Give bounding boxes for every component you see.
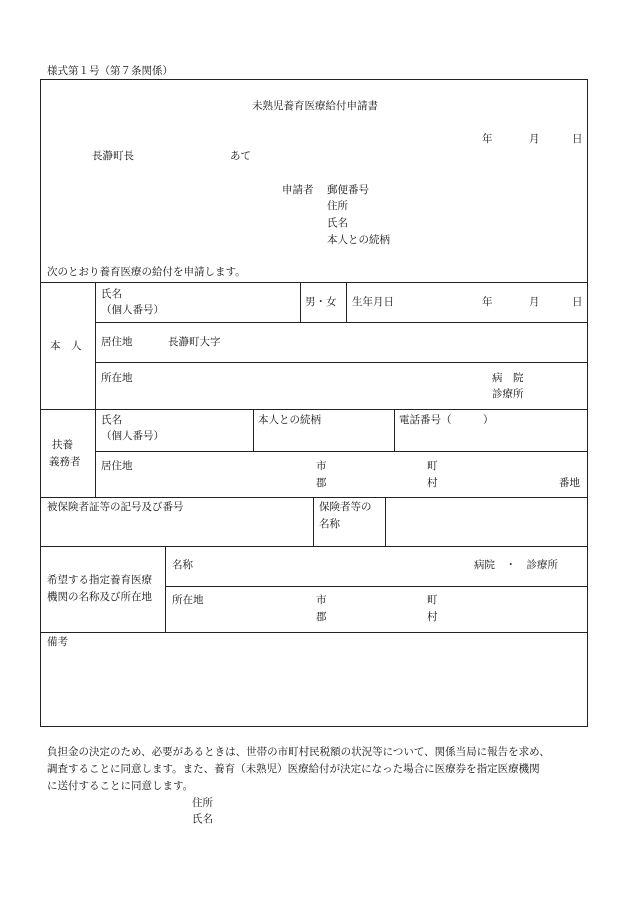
form-number: 様式第１号（第７条関係） — [47, 65, 173, 77]
guardian-city-label: 市 — [316, 460, 327, 472]
line-patient-name — [95, 322, 588, 323]
consent-name-label: 氏名 — [192, 813, 213, 825]
addressee-name: 長瀞町長 — [92, 150, 134, 162]
patient-clinic-label: 診療所 — [492, 388, 524, 400]
institution-village-label: 村 — [427, 611, 438, 623]
insurance-number-label: 被保険者証等の記号及び番号 — [47, 501, 184, 513]
form-frame — [40, 79, 588, 727]
line-sex-right — [346, 282, 347, 322]
institution-town-label: 町 — [427, 594, 438, 606]
patient-section-label: 本 人 — [50, 340, 82, 352]
institution-type-label: 病院 ・ 診療所 — [474, 559, 558, 571]
consent-line-2: 調査することに同意します。また、養育（未熟児）医療給付が決定になった場合に医療券を指定医療機関 — [47, 763, 540, 775]
line-institution-name — [165, 586, 588, 587]
institution-city-label: 市 — [316, 594, 327, 606]
line-label-column — [95, 282, 96, 497]
date-month: 月 — [529, 133, 540, 145]
consent-line-1: 負担金の決定のため、必要があるときは、世帯の市町村民税額の状況等について、関係当局に報告を求め、 — [47, 746, 550, 758]
institution-label-1: 希望する指定養育医療 — [47, 574, 152, 586]
line-insurer-left — [313, 497, 314, 546]
guardian-phone-label: 電話番号（ ） — [399, 414, 494, 426]
guardian-id-label: （個人番号） — [101, 430, 164, 442]
institution-label-2: 機関の名称及び所在地 — [47, 591, 152, 603]
patient-birth-year: 年 — [482, 296, 493, 308]
addressee-suffix: あて — [230, 150, 251, 162]
line-patient-end — [40, 409, 588, 410]
patient-birth-label: 生年月日 — [352, 296, 394, 308]
line-guardian-phone — [394, 409, 395, 451]
line-guardian-relation — [253, 409, 254, 451]
patient-residence-label: 居住地 — [101, 336, 133, 348]
patient-sex-label: 男・女 — [305, 296, 337, 308]
guardian-section-label-1: 扶養 — [52, 439, 73, 451]
guardian-county-label: 郡 — [316, 477, 327, 489]
line-institution-end — [40, 632, 588, 633]
applicant-label: 申請者 — [282, 184, 314, 196]
insurer-label-1: 保険者等の — [319, 501, 372, 513]
patient-birth-day: 日 — [572, 296, 583, 308]
guardian-town-label: 町 — [427, 460, 438, 472]
line-insurance-end — [40, 546, 588, 547]
institution-county-label: 郡 — [316, 611, 327, 623]
guardian-relation-label: 本人との続柄 — [258, 414, 321, 426]
patient-birth-month: 月 — [529, 296, 540, 308]
patient-hospital-label: 病 院 — [492, 372, 524, 384]
guardian-lot-label: 番地 — [559, 477, 580, 489]
line-top-section — [40, 282, 588, 283]
patient-residence-value: 長瀞町大字 — [168, 336, 221, 348]
line-guardian-end — [40, 497, 588, 498]
institution-name-label: 名称 — [172, 559, 193, 571]
applicant-postal-label: 郵便番号 — [327, 184, 369, 196]
applicant-relation-label: 本人との続柄 — [327, 234, 390, 246]
form-title: 未熟児養育医療給付申請書 — [252, 100, 378, 112]
guardian-residence-label: 居住地 — [101, 460, 133, 472]
applicant-name-label: 氏名 — [327, 217, 348, 229]
line-institution-label — [165, 546, 166, 632]
date-year: 年 — [482, 133, 493, 145]
institution-location-label: 所在地 — [172, 594, 204, 606]
request-text: 次のとおり養育医療の給付を申請します。 — [47, 266, 246, 278]
applicant-address-label: 住所 — [327, 200, 348, 212]
remarks-label: 備考 — [47, 636, 68, 648]
patient-name-label: 氏名 — [101, 288, 122, 300]
consent-line-3: に送付することに同意します。 — [47, 780, 194, 792]
consent-address-label: 住所 — [192, 797, 213, 809]
line-guardian-name — [95, 451, 588, 452]
guardian-section-label-2: 義務者 — [49, 456, 81, 468]
date-day: 日 — [572, 133, 583, 145]
line-sex-left — [300, 282, 301, 322]
patient-location-label: 所在地 — [101, 372, 133, 384]
guardian-name-label: 氏名 — [101, 414, 122, 426]
line-patient-residence — [95, 362, 588, 363]
guardian-village-label: 村 — [427, 477, 438, 489]
line-insurer-right — [385, 497, 386, 546]
patient-id-label: （個人番号） — [101, 304, 164, 316]
insurer-label-2: 名称 — [319, 518, 340, 530]
